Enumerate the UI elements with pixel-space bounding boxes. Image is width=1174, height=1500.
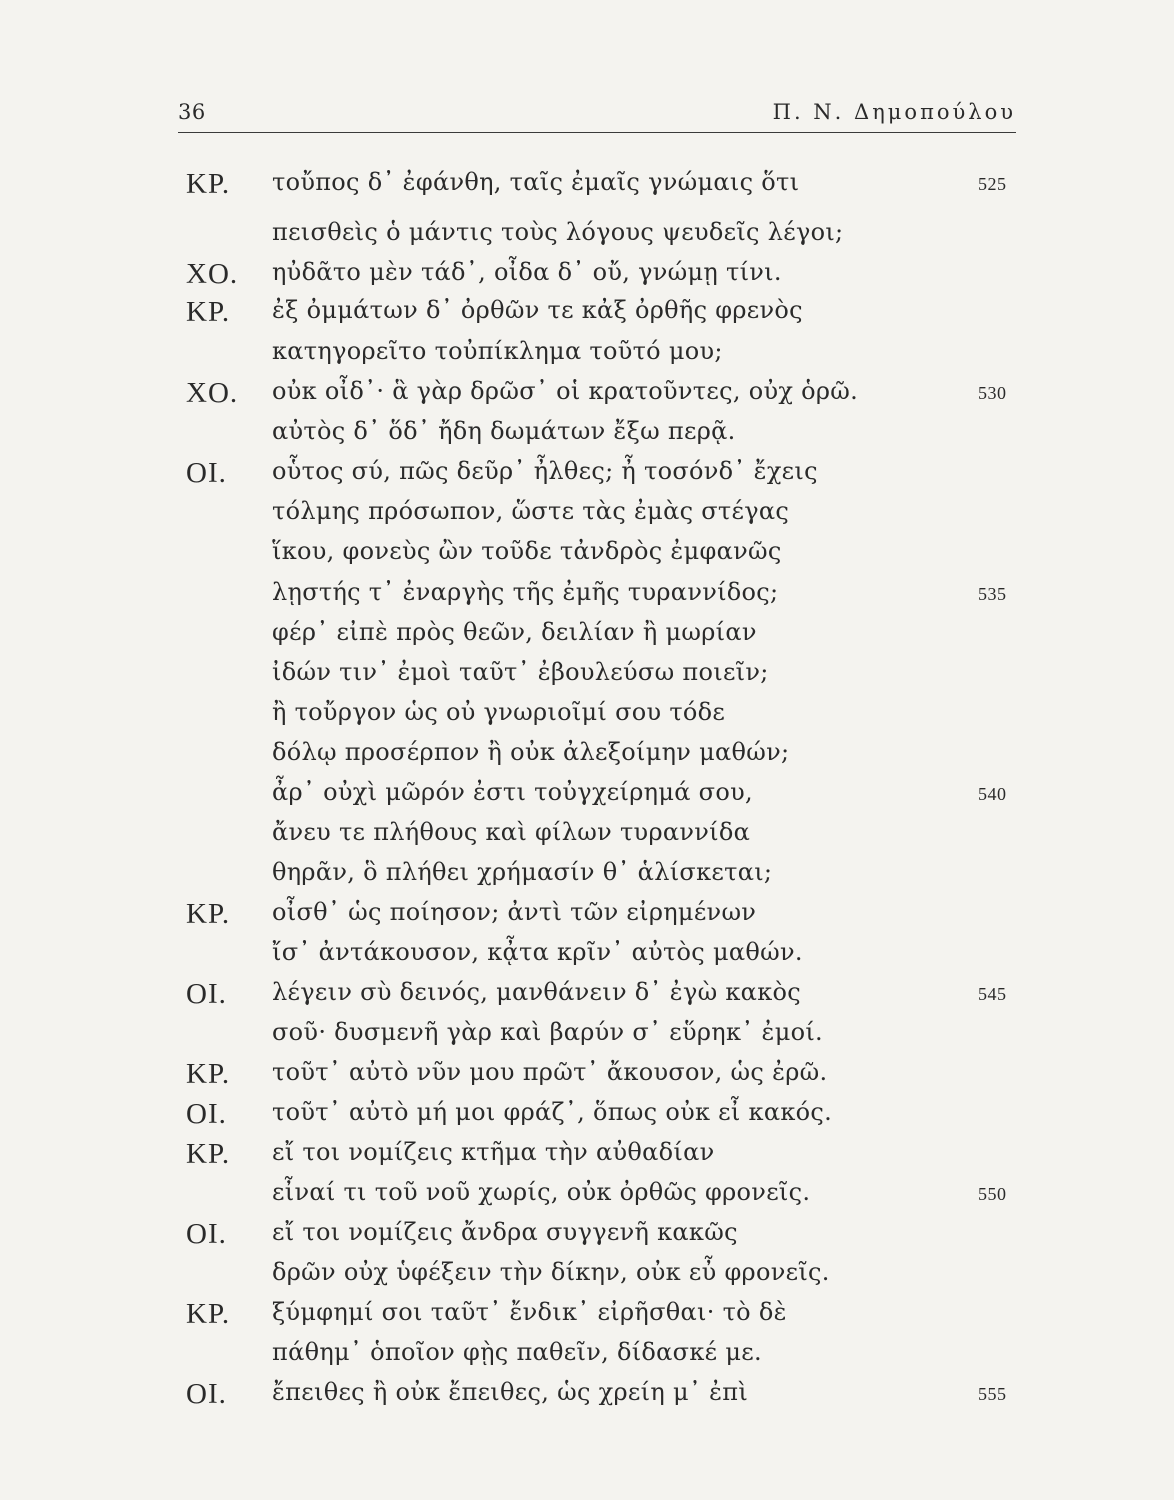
speaker-label: ΚΡ. bbox=[186, 1138, 231, 1170]
verse-line bbox=[0, 1378, 1174, 1428]
verse-text: δόλῳ προσέρπον ἢ οὐκ ἀλεξοίμην μαθών; bbox=[272, 738, 790, 766]
speaker-label: ΟΙ. bbox=[186, 978, 227, 1010]
verse-text: τοῦτ᾽ αὐτὸ νῦν μου πρῶτ᾽ ἄκουσον, ὡς ἐρῶ. bbox=[272, 1058, 828, 1086]
speaker-label: ΟΙ. bbox=[186, 1378, 227, 1410]
verse-text: εἴ τοι νομίζεις κτῆμα τὴν αὐθαδίαν bbox=[272, 1138, 715, 1166]
verse-text: εἴ τοι νομίζεις ἄνδρα συγγενῆ κακῶς bbox=[272, 1218, 738, 1246]
verse-text: σοῦ· δυσμενῆ γὰρ καὶ βαρύν σ᾽ εὕρηκ᾽ ἐμοί. bbox=[272, 1018, 823, 1046]
line-number: 545 bbox=[978, 984, 1007, 1004]
speaker-label: ΚΡ. bbox=[186, 296, 231, 328]
line-number: 525 bbox=[978, 174, 1007, 194]
verse-text: κατηγορεῖτο τοὐπίκλημα τοῦτό μου; bbox=[272, 337, 723, 365]
verse-text: ἔπειθες ἢ οὐκ ἔπειθες, ὡς χρείη μ᾽ ἐπὶ bbox=[272, 1378, 749, 1406]
page-number: 36 bbox=[178, 100, 206, 124]
verse-text: ἵκου, φονεὺς ὢν τοῦδε τἀνδρὸς ἐμφανῶς bbox=[272, 537, 782, 565]
line-number: 530 bbox=[978, 383, 1007, 403]
verse-text: ἐξ ὀμμάτων δ᾽ ὀρθῶν τε κἀξ ὀρθῆς φρενὸς bbox=[272, 296, 803, 324]
verse-text: ηὐδᾶτο μὲν τάδ᾽, οἶδα δ᾽ οὔ, γνώμῃ τίνι. bbox=[272, 258, 782, 286]
line-number: 555 bbox=[978, 1384, 1007, 1404]
line-number: 540 bbox=[978, 784, 1007, 804]
speaker-label: ΧΟ. bbox=[186, 258, 239, 290]
verse-text: δρῶν οὐχ ὑφέξειν τὴν δίκην, οὐκ εὖ φρονεῖς. bbox=[272, 1258, 830, 1286]
speaker-label: ΟΙ. bbox=[186, 1218, 227, 1250]
speaker-label: ΚΡ. bbox=[186, 1058, 231, 1090]
verse-text: θηρᾶν, ὃ πλήθει χρήμασίν θ᾽ ἁλίσκεται; bbox=[272, 858, 773, 886]
speaker-label: ΚΡ. bbox=[186, 898, 231, 930]
verse-text: ἰδών τιν᾽ ἐμοὶ ταῦτ᾽ ἐβουλεύσω ποιεῖν; bbox=[272, 658, 769, 686]
verse-text: εἶναί τι τοῦ νοῦ χωρίς, οὐκ ὀρθῶς φρονεῖς. bbox=[272, 1178, 811, 1206]
speaker-label: ΟΙ. bbox=[186, 457, 227, 489]
verse-text: οἶσθ᾽ ὡς ποίησον; ἀντὶ τῶν εἰρημένων bbox=[272, 898, 757, 926]
speaker-label: ΧΟ. bbox=[186, 377, 239, 409]
verse-text: τοὔπος δ᾽ ἐφάνθη, ταῖς ἐμαῖς γνώμαις ὅτι bbox=[272, 168, 800, 196]
verse-text: φέρ᾽ εἰπὲ πρὸς θεῶν, δειλίαν ἢ μωρίαν bbox=[272, 618, 757, 646]
line-number: 550 bbox=[978, 1184, 1007, 1204]
verse-text: οὗτος σύ, πῶς δεῦρ᾽ ἦλθες; ἦ τοσόνδ᾽ ἔχεις bbox=[272, 457, 818, 485]
speaker-label: ΟΙ. bbox=[186, 1098, 227, 1130]
verse-text: ἢ τοὔργον ὡς οὐ γνωριοῖμί σου τόδε bbox=[272, 698, 726, 726]
verse-text: ἄνευ τε πλήθους καὶ φίλων τυραννίδα bbox=[272, 818, 751, 846]
verse-text: πάθημ᾽ ὁποῖον φῂς παθεῖν, δίδασκέ με. bbox=[272, 1338, 762, 1366]
verse-line bbox=[0, 168, 1174, 218]
verse-text: λέγειν σὺ δεινός, μανθάνειν δ᾽ ἐγὼ κακὸς bbox=[272, 978, 801, 1006]
speaker-label: ΚΡ. bbox=[186, 168, 231, 200]
verse-text: λῃστής τ᾽ ἐναργὴς τῆς ἐμῆς τυραννίδος; bbox=[272, 578, 779, 606]
verse-text: οὐκ οἶδ᾽· ἃ γὰρ δρῶσ᾽ οἱ κρατοῦντες, οὐχ ὁρῶ. bbox=[272, 377, 859, 405]
verse-text: πεισθεὶς ὁ μάντις τοὺς λόγους ψευδεῖς λέγοι; bbox=[272, 218, 844, 246]
verse-text: τοῦτ᾽ αὐτὸ μή μοι φράζ᾽, ὅπως οὐκ εἶ κακός. bbox=[272, 1098, 833, 1126]
running-title: Π. Ν. Δημοπούλου bbox=[772, 100, 1016, 124]
verse-text: ξύμφημί σοι ταῦτ᾽ ἔνδικ᾽ εἰρῆσθαι· τὸ δὲ bbox=[272, 1298, 787, 1326]
speaker-label: ΚΡ. bbox=[186, 1298, 231, 1330]
verse-text: ἆρ᾽ οὐχὶ μῶρόν ἐστι τοὐγχείρημά σου, bbox=[272, 778, 753, 806]
verse-text: αὐτὸς δ᾽ ὅδ᾽ ἤδη δωμάτων ἔξω περᾷ. bbox=[272, 417, 736, 445]
line-number: 535 bbox=[978, 584, 1007, 604]
verse-text: ἴσ᾽ ἀντάκουσον, κᾆτα κρῖν᾽ αὐτὸς μαθών. bbox=[272, 938, 803, 966]
page-header bbox=[178, 96, 1016, 133]
verse-text: τόλμης πρόσωπον, ὥστε τὰς ἐμὰς στέγας bbox=[272, 497, 790, 525]
